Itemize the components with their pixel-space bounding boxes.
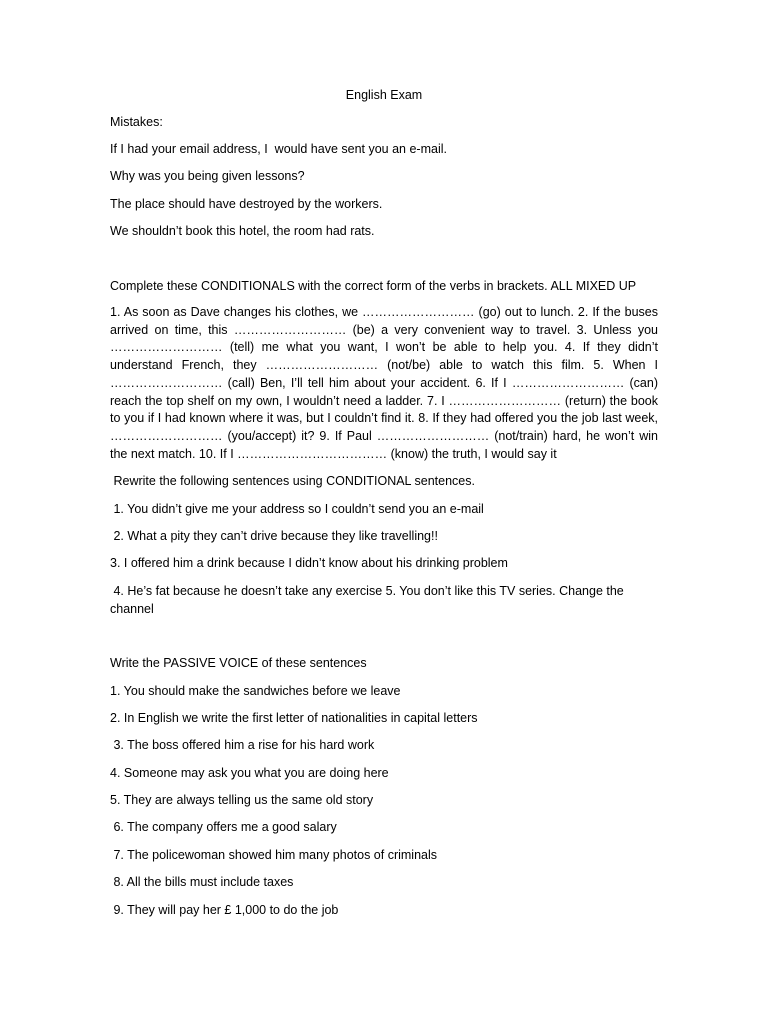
mistakes-heading: Mistakes: — [110, 115, 163, 129]
rewrite-sentence: 2. What a pity they can’t drive because they like travelling!! — [110, 529, 438, 543]
passive-sentence: 4. Someone may ask you what you are doing here — [110, 766, 389, 780]
conditionals-exercise — [110, 304, 658, 463]
rewrite-heading: Rewrite the following sentences using CONDITIONAL sentences. — [110, 474, 475, 488]
conditionals-heading: Complete these CONDITIONALS with the correct form of the verbs in brackets. ALL MIXED UP — [110, 279, 637, 293]
passive-sentence: 5. They are always telling us the same old story — [110, 793, 374, 807]
rewrite-sentence-continued: channel — [110, 602, 154, 616]
mistake-sentence: If I had your email address, I would have sent you an e-mail. — [110, 142, 447, 156]
passive-sentence: 2. In English we write the first letter of nationalities in capital letters — [110, 711, 478, 725]
passive-sentence: 8. All the bills must include taxes — [110, 875, 294, 889]
rewrite-sentence: 3. I offered him a drink because I didn’t know about his drinking problem — [110, 556, 508, 570]
passive-heading: Write the PASSIVE VOICE of these sentences — [110, 656, 367, 670]
mistake-sentence: The place should have destroyed by the workers. — [110, 197, 383, 211]
mistake-sentence: Why was you being given lessons? — [110, 169, 305, 183]
rewrite-sentence: 1. You didn’t give me your address so I couldn’t send you an e-mail — [110, 502, 484, 516]
mistake-sentence: We shouldn’t book this hotel, the room had rats. — [110, 224, 375, 238]
page-title: English Exam — [345, 88, 423, 102]
passive-sentence: 7. The policewoman showed him many photos of criminals — [110, 848, 438, 862]
passive-sentence: 9. They will pay her £ 1,000 to do the job — [110, 903, 339, 917]
passive-sentence: 3. The boss offered him a rise for his hard work — [110, 738, 375, 752]
passive-sentence: 1. You should make the sandwiches before we leave — [110, 684, 401, 698]
conditionals-text: 1. As soon as Dave changes his clothes, we ……………………… (go) out to lunch. 2. If the buses arrived on time, this ……………………… (be) a very convenient way to travel. 3. Unless you ……………………… (tell) me what you want, I won’t be able to help you. 4. If they didn’t understand French, they ……………………… (not/be) able to watch this film. 5. When I ……………………… (call) Ben, I’ll tell him about your accident. 6. If I ……………………… (can) reach the top shelf on my own, I wouldn’t need a ladder. 7. I ……………………… (return) the book to you if I had known where it was, but I couldn’t find it. 8. If they had offered you the job last week, ……………………… (you/accept) it? 9. If Paul ……………………… (not/train) hard, he won’t win the next match. 10. If I ……………………………… (know) the truth, I would say it — [110, 305, 658, 461]
passive-sentence: 6. The company offers me a good salary — [110, 820, 337, 834]
rewrite-sentence: 4. He’s fat because he doesn’t take any exercise 5. You don’t like this TV series. Change the — [110, 584, 624, 598]
